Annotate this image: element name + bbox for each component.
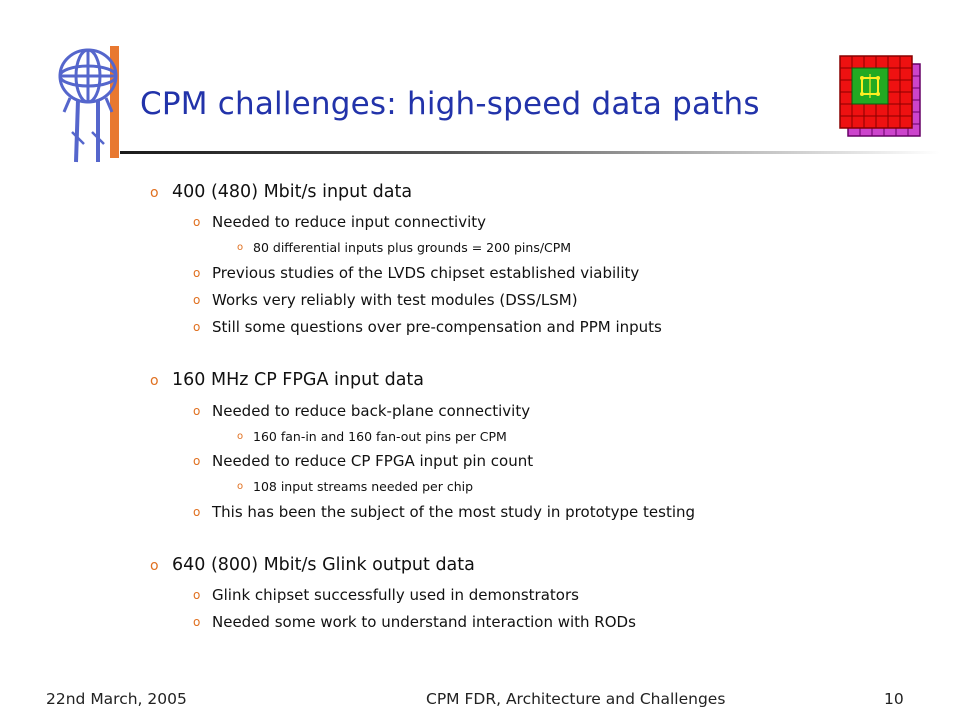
- bullet-l2: [193, 613, 636, 631]
- bullet-l1: [150, 370, 425, 390]
- bullet-marker: o: [193, 320, 201, 334]
- bullet-text: 400 (480) Mbit/s input data: [172, 182, 413, 202]
- bullet-l1: [150, 555, 475, 575]
- footer-title: CPM FDR, Architecture and Challenges: [426, 690, 726, 708]
- bullet-marker: o: [193, 505, 201, 519]
- bullet-l1: [150, 182, 413, 202]
- bullet-text: Needed to reduce input connectivity: [212, 213, 486, 231]
- bullet-marker: o: [193, 454, 201, 468]
- bullet-l2: [193, 264, 640, 282]
- bullet-text: 160 MHz CP FPGA input data: [172, 370, 425, 390]
- footer-page-number: 10: [884, 690, 904, 708]
- bullet-marker: o: [237, 242, 244, 253]
- bullet-l2: [193, 213, 486, 231]
- bullet-text: Works very reliably with test modules (DSS/LSM): [212, 291, 578, 309]
- bullet-l2: [193, 291, 578, 309]
- bullet-text: Still some questions over pre-compensation and PPM inputs: [212, 318, 662, 336]
- bullet-marker: o: [237, 481, 244, 492]
- bullet-text: Needed to reduce CP FPGA input pin count: [212, 452, 534, 470]
- bullet-marker: o: [193, 404, 201, 418]
- bullet-text: This has been the subject of the most study in prototype testing: [212, 503, 696, 521]
- bullet-text: 108 input streams needed per chip: [253, 479, 474, 494]
- bullet-text: 80 differential inputs plus grounds = 200 pins/CPM: [253, 240, 572, 255]
- bullet-l2: [193, 586, 579, 604]
- bullet-l2: [193, 402, 531, 420]
- bullet-text: Needed some work to understand interaction with RODs: [212, 613, 636, 631]
- bullet-l2: [193, 452, 534, 470]
- bullet-l3: [237, 240, 572, 255]
- bullet-marker: o: [150, 373, 159, 389]
- bullet-marker: o: [193, 615, 201, 629]
- slide-title: CPM challenges: high-speed data paths: [140, 86, 760, 122]
- footer-date: 22nd March, 2005: [46, 690, 187, 708]
- bullet-l3: [237, 479, 474, 494]
- bullet-marker: o: [193, 266, 201, 280]
- bullet-text: Needed to reduce back-plane connectivity: [212, 402, 531, 420]
- bullet-marker: o: [150, 558, 159, 574]
- bullet-marker: o: [237, 431, 244, 442]
- bullet-l3: [237, 429, 507, 444]
- bullet-text: 160 fan-in and 160 fan-out pins per CPM: [253, 429, 507, 444]
- bullet-marker: o: [193, 215, 201, 229]
- bullet-text: 640 (800) Mbit/s Glink output data: [172, 555, 475, 575]
- bullet-marker: o: [150, 185, 159, 201]
- bullet-marker: o: [193, 588, 201, 602]
- bullet-l2: [193, 503, 696, 521]
- bullet-text: Previous studies of the LVDS chipset established viability: [212, 264, 640, 282]
- bullet-text: Glink chipset successfully used in demonstrators: [212, 586, 579, 604]
- bullet-marker: o: [193, 293, 201, 307]
- bullet-l2: [193, 318, 662, 336]
